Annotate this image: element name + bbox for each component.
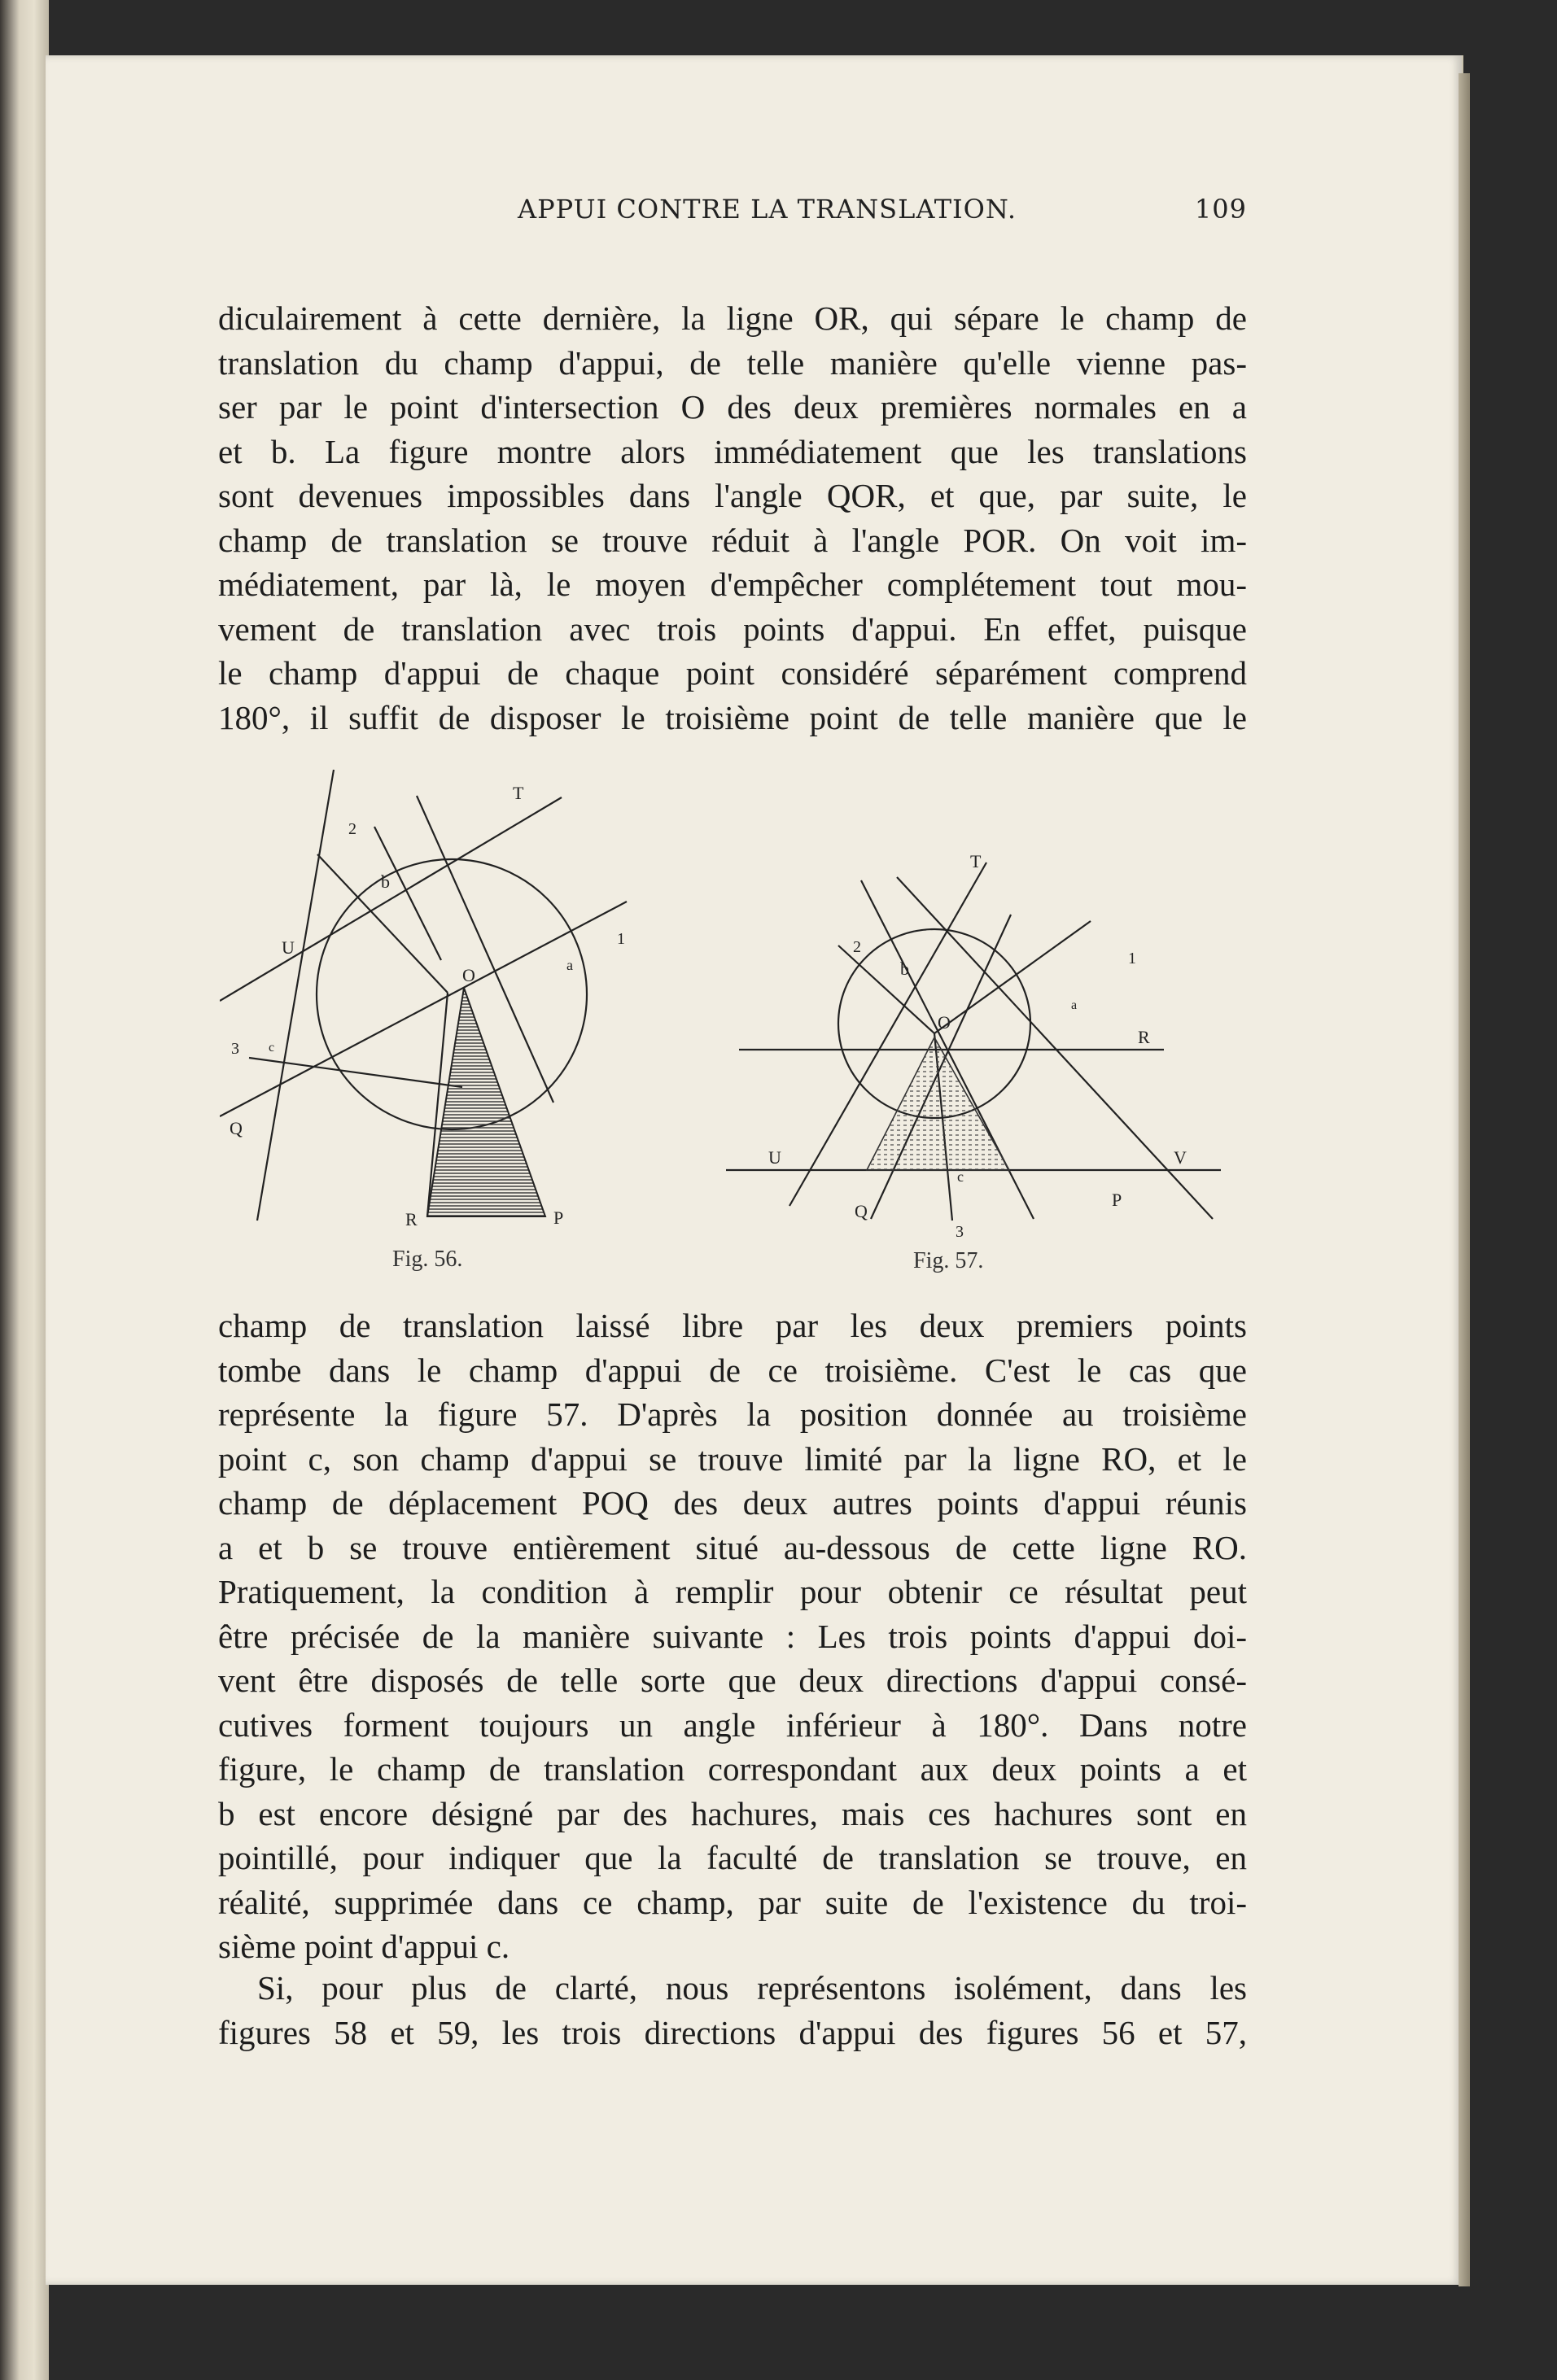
text-line: diculairement à cette dernière, la ligne OR, qui sépare le champ de	[218, 299, 1247, 337]
fig56-label-c: c	[269, 1041, 275, 1055]
fig57-label-U: U	[768, 1147, 781, 1168]
fig56-label-b: b	[381, 871, 390, 892]
fig57-normal-b	[838, 945, 934, 1033]
text-line: b est encore désigné par des hachures, mais ces hachures sont en	[218, 1794, 1247, 1832]
text-line: réalité, supprimée dans ce champ, par suite de l'existence du troi-	[218, 1883, 1247, 1921]
fig57-label-T: T	[970, 851, 982, 871]
fig57-label-c: c	[957, 1168, 964, 1185]
text-line: sième point d'appui c.	[218, 1928, 510, 1965]
paragraph-1	[218, 296, 1247, 740]
fig57-label-V: V	[1174, 1147, 1187, 1168]
page-number: 109	[1194, 194, 1247, 225]
fig56-line-T	[220, 797, 562, 1001]
text-line: sont devenues impossibles dans l'angle QOR, et que, par suite, le	[218, 477, 1247, 514]
text-line: champ de translation laissé libre par les deux premiers points	[218, 1307, 1247, 1344]
left-page-edge	[0, 0, 49, 2380]
fig57-label-1: 1	[1128, 950, 1136, 967]
figure-56-caption: Fig. 56.	[392, 1247, 463, 1272]
text-line: ser par le point d'intersection O des deux premières normales en a	[218, 388, 1247, 426]
text-line: médiatement, par là, le moyen d'empêcher complétement tout mou-	[218, 566, 1247, 603]
text-line: champ de déplacement POQ des deux autres points d'appui réunis	[218, 1484, 1247, 1522]
fig57-dotted-field	[867, 1037, 1009, 1170]
text-line: pointillé, pour indiquer que la faculté de translation se trouve, en	[218, 1839, 1247, 1876]
fig56-label-Q: Q	[230, 1118, 243, 1138]
fig57-label-P: P	[1112, 1190, 1122, 1210]
fig57-normal-a	[934, 921, 1091, 1033]
figure-57-caption: Fig. 57.	[913, 1248, 984, 1273]
fig56-line-2	[374, 827, 441, 960]
figure-56	[220, 765, 659, 1286]
fig56-label-1: 1	[617, 930, 625, 948]
fig56-line-U	[257, 770, 334, 1221]
fig56-label-P: P	[553, 1207, 564, 1228]
text-line: 180°, il suffit de disposer le troisième point de telle manière que le	[218, 698, 1247, 736]
text-line: représente la figure 57. D'après la position donnée au troisième	[218, 1395, 1247, 1433]
fig57-label-R: R	[1138, 1027, 1150, 1047]
text-line: cutives forment toujours un angle inférieur à 180°. Dans notre	[218, 1705, 1247, 1744]
fig56-label-O: O	[462, 965, 475, 985]
text-line: tombe dans le champ d'appui de ce troisième. C'est le cas que	[218, 1351, 1247, 1389]
text-line: figure, le champ de translation correspondant aux deux points a et	[218, 1750, 1247, 1788]
text-line: et b. La figure montre alors immédiatement que les translations	[218, 432, 1247, 470]
fig57-label-O: O	[938, 1012, 951, 1033]
fig56-label-U: U	[282, 937, 295, 958]
fig57-label-Q: Q	[855, 1201, 868, 1221]
fig56-label-R: R	[405, 1209, 418, 1229]
running-title: APPUI CONTRE LA TRANSLATION.	[518, 194, 1017, 225]
text-line: translation du champ d'appui, de telle manière qu'elle vienne pas-	[218, 343, 1247, 382]
fig56-label-T: T	[513, 783, 524, 803]
text-line: point c, son champ d'appui se trouve limité par la ligne RO, et le	[218, 1439, 1247, 1478]
paragraph-2	[218, 1304, 1247, 1969]
fig56-normal-a	[220, 902, 627, 1116]
text-line: figures 58 et 59, les trois directions d'appui des figures 56 et 57,	[218, 2013, 1247, 2051]
text-line: vement de translation avec trois points d'appui. En effet, puisque	[218, 609, 1247, 648]
figure-57	[708, 830, 1229, 1286]
text-line: a et b se trouve entièrement situé au-dessous de cette ligne RO.	[218, 1528, 1247, 1566]
fig57-label-b: b	[900, 959, 909, 979]
text-line: champ de translation se trouve réduit à l'angle POR. On voit im-	[218, 521, 1247, 559]
text-line: le champ d'appui de chaque point considéré séparément comprend	[218, 654, 1247, 692]
text-line: Si, pour plus de clarté, nous représentons isolément, dans les	[257, 1969, 1247, 2007]
text-line: vent être disposés de telle sorte que deux directions d'appui consé-	[218, 1662, 1247, 1699]
fig57-label-3: 3	[956, 1223, 964, 1241]
fig57-label-a: a	[1071, 998, 1078, 1012]
page-right-edge	[1459, 73, 1470, 2286]
fig56-label-2: 2	[348, 820, 356, 838]
fig56-label-3: 3	[231, 1040, 239, 1058]
paragraph-3	[218, 1966, 1247, 2055]
fig57-label-2: 2	[853, 938, 861, 956]
text-line: Pratiquement, la condition à remplir pour obtenir ce résultat peut	[218, 1573, 1247, 1610]
fig56-label-a: a	[566, 957, 573, 973]
text-line: être précisée de la manière suivante : Les trois points d'appui doi-	[218, 1617, 1247, 1655]
